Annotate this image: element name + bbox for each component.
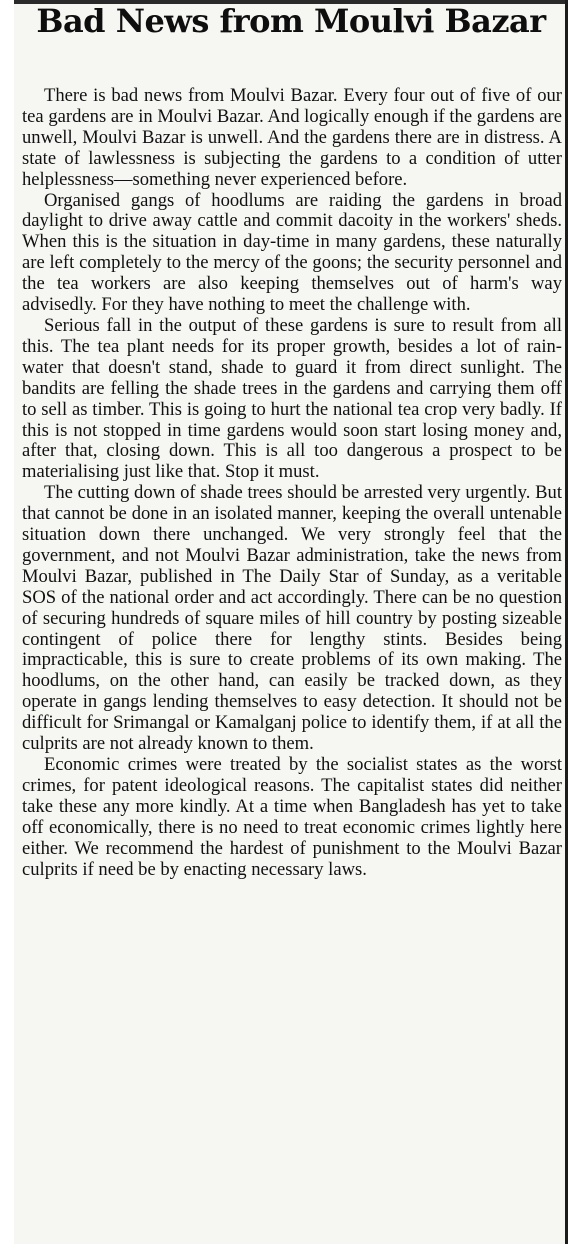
paragraph-3: Serious fall in the output of these gardens is sure to result from all this. The tea plant needs for its proper growth, besides a lot of rain-water that doesn't stand, shade to guard it from direct sunlight. The bandits are felling the shade trees in the gardens and carrying them off to sell as timber. This is going to hurt the national tea crop very badly. If this is not stopped in time gardens would soon start losing money and, after that, closing down. This is all too dangerous a prospect to be materialising just like that. Stop it must.	[22, 314, 562, 483]
column-rule	[565, 0, 568, 1244]
paragraph-1: There is bad news from Moulvi Bazar. Every four out of five of our tea gardens are in Moulvi Bazar. And logically enough if the gardens are unwell, Moulvi Bazar is unwell. And the gardens there are in distress. A state of lawlessness is subjecting the gardens to a condition of utter helplessness—something never experienced before.	[22, 85, 562, 190]
paragraph-4: The cutting down of shade trees should be arrested very urgently. But that cannot be done in an isolated manner, keeping the overall untenable situation down there unchanged. We very strongly feel that the government, and not Moulvi Bazar administration, take the news from Moulvi Bazar, published in The Daily Star of Sunday, as a veritable SOS of the national order and act accordingly. There can be no question of securing hundreds of square miles of hill country by posting sizeable contingent of police there for lengthy stints. Besides being impracticable, this is sure to create problems of its own making. The hoodlums, on the other hand, can easily be tracked down, as they operate in gangs lending themselves to easy detection. It should not be difficult for Srimangal or Kamalganj police to identify them, if at all the culprits are not already known to them.	[22, 482, 562, 755]
headline: Bad News from Moulvi Bazar	[36, 2, 546, 40]
article-body	[22, 86, 562, 880]
paragraph-5: Economic crimes were treated by the socialist states as the worst crimes, for patent ideological reasons. The capitalist states did neither take these any more kindly. At a time when Bangladesh has yet to take off economically, there is no need to treat economic crimes lightly here either. We recommend the hardest of punishment to the Moulvi Bazar culprits if need be by enacting necessary laws.	[22, 754, 562, 880]
newspaper-clipping	[14, 0, 568, 1244]
paragraph-2: Organised gangs of hoodlums are raiding the gardens in broad daylight to drive away cattle and commit dacoity in the workers' sheds. When this is the situation in day-time in many gardens, these naturally are left completely to the mercy of the goons; the security personnel and the tea workers are also keeping themselves out of harm's way advisedly. For they have nothing to meet the challenge with.	[22, 189, 562, 316]
